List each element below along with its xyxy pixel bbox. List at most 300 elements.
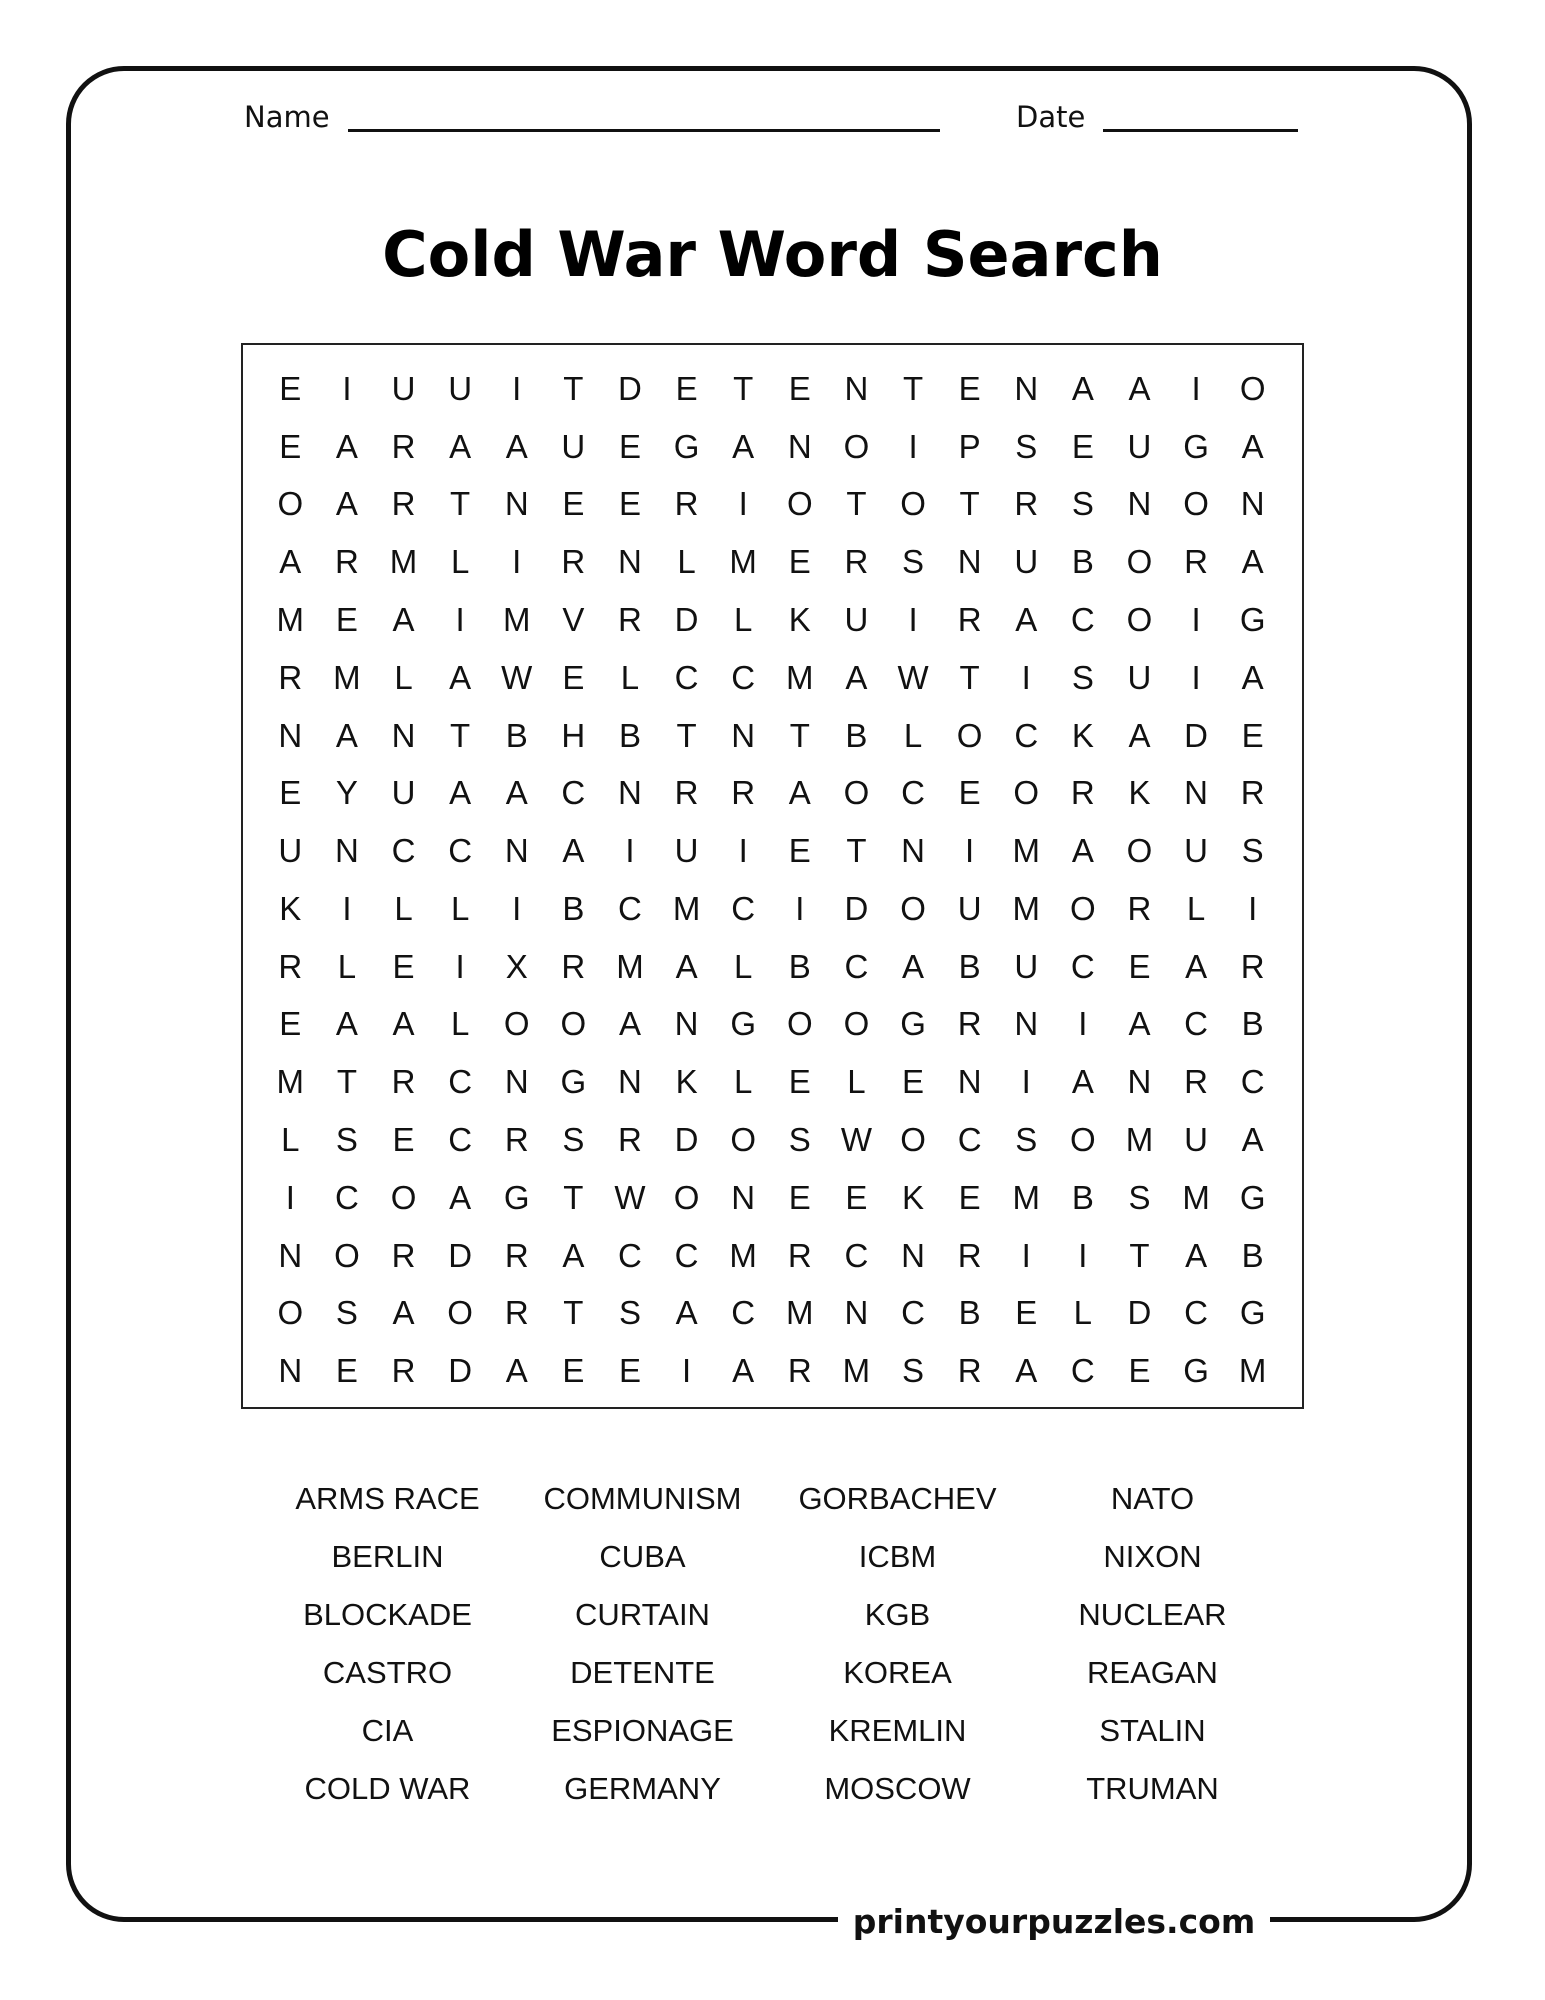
grid-letter[interactable]: O xyxy=(900,485,926,523)
grid-letter[interactable]: W xyxy=(501,658,533,696)
grid-letter[interactable]: E xyxy=(845,1178,868,1216)
grid-letter[interactable]: B xyxy=(958,947,981,985)
grid-letter[interactable]: A xyxy=(279,543,302,581)
grid-letter[interactable]: T xyxy=(336,1063,357,1101)
grid-letter[interactable]: A xyxy=(392,1005,415,1043)
grid-letter[interactable]: N xyxy=(901,832,925,870)
grid-letter[interactable]: D xyxy=(448,1352,473,1390)
grid-letter[interactable]: N xyxy=(1127,1063,1152,1101)
grid-letter[interactable]: B xyxy=(1071,1178,1094,1216)
grid-letter[interactable]: A xyxy=(1185,1236,1208,1274)
grid-letter[interactable]: C xyxy=(448,1120,473,1158)
grid-letter[interactable]: B xyxy=(845,716,868,754)
grid-letter[interactable]: I xyxy=(342,369,352,407)
grid-letter[interactable]: O xyxy=(503,1005,530,1043)
grid-letter[interactable]: A xyxy=(675,1294,698,1332)
grid-letter[interactable]: I xyxy=(625,832,635,870)
grid-letter[interactable]: N xyxy=(504,485,529,523)
grid-letter[interactable]: P xyxy=(958,427,981,465)
grid-letter[interactable]: E xyxy=(392,947,415,985)
grid-letter[interactable]: A xyxy=(675,947,698,985)
grid-letter[interactable]: R xyxy=(1240,947,1265,985)
grid-letter[interactable]: I xyxy=(908,600,918,638)
grid-letter[interactable]: R xyxy=(1127,889,1152,927)
grid-letter[interactable]: A xyxy=(1071,1063,1094,1101)
grid-letter[interactable]: I xyxy=(1078,1005,1088,1043)
grid-letter[interactable]: M xyxy=(389,543,418,581)
grid-letter[interactable]: E xyxy=(562,485,585,523)
grid-letter[interactable]: R xyxy=(957,1005,982,1043)
grid-letter[interactable]: I xyxy=(1191,600,1201,638)
grid-letter[interactable]: N xyxy=(278,1236,303,1274)
grid-letter[interactable]: A xyxy=(449,658,472,696)
grid-letter[interactable]: B xyxy=(958,1294,981,1332)
grid-letter[interactable]: L xyxy=(734,947,753,985)
grid-letter[interactable]: L xyxy=(677,543,696,581)
grid-letter[interactable]: U xyxy=(1127,427,1152,465)
grid-letter[interactable]: H xyxy=(561,716,586,754)
grid-letter[interactable]: N xyxy=(787,427,812,465)
grid-letter[interactable]: L xyxy=(450,889,470,927)
grid-letter[interactable]: O xyxy=(843,427,870,465)
grid-letter[interactable]: B xyxy=(788,947,811,985)
grid-letter[interactable]: C xyxy=(731,1294,756,1332)
grid-letter[interactable]: B xyxy=(618,716,641,754)
grid-letter[interactable]: A xyxy=(1241,427,1264,465)
grid-letter[interactable]: C xyxy=(1184,1294,1208,1332)
grid-letter[interactable]: U xyxy=(844,600,869,638)
grid-letter[interactable]: T xyxy=(789,716,810,754)
grid-letter[interactable]: T xyxy=(733,369,754,407)
grid-letter[interactable]: M xyxy=(333,658,361,696)
grid-letter[interactable]: I xyxy=(1021,1063,1031,1101)
grid-letter[interactable]: A xyxy=(449,427,472,465)
grid-letter[interactable]: M xyxy=(729,543,757,581)
grid-letter[interactable]: N xyxy=(957,1063,982,1101)
grid-letter[interactable]: E xyxy=(1128,1352,1151,1390)
grid-letter[interactable]: D xyxy=(1184,716,1208,754)
grid-letter[interactable]: B xyxy=(505,716,528,754)
grid-letter[interactable]: S xyxy=(1241,832,1264,870)
grid-letter[interactable]: O xyxy=(560,1005,587,1043)
grid-letter[interactable]: C xyxy=(618,889,642,927)
grid-letter[interactable]: R xyxy=(957,600,982,638)
grid-letter[interactable]: B xyxy=(1241,1236,1264,1274)
grid-letter[interactable]: E xyxy=(279,774,302,812)
grid-letter[interactable]: U xyxy=(278,832,303,870)
grid-letter[interactable]: R xyxy=(844,543,869,581)
grid-letter[interactable]: N xyxy=(844,369,869,407)
grid-letter[interactable]: U xyxy=(1014,543,1039,581)
grid-letter[interactable]: C xyxy=(901,774,925,812)
grid-letter[interactable]: U xyxy=(391,369,416,407)
grid-letter[interactable]: E xyxy=(902,1063,925,1101)
grid-letter[interactable]: U xyxy=(1014,947,1039,985)
grid-letter[interactable]: R xyxy=(561,543,586,581)
grid-letter[interactable]: T xyxy=(959,485,980,523)
grid-letter[interactable]: C xyxy=(901,1294,925,1332)
grid-letter[interactable]: L xyxy=(450,543,470,581)
grid-letter[interactable]: E xyxy=(335,1352,358,1390)
grid-letter[interactable]: M xyxy=(1125,1120,1154,1158)
grid-letter[interactable]: A xyxy=(732,427,755,465)
grid-letter[interactable]: I xyxy=(1248,889,1258,927)
grid-letter[interactable]: I xyxy=(455,600,465,638)
grid-letter[interactable]: O xyxy=(390,1178,417,1216)
grid-letter[interactable]: G xyxy=(900,1005,926,1043)
grid-letter[interactable]: M xyxy=(672,889,701,927)
grid-letter[interactable]: N xyxy=(731,1178,756,1216)
grid-letter[interactable]: Y xyxy=(335,774,358,812)
grid-letter[interactable]: N xyxy=(504,1063,529,1101)
grid-letter[interactable]: M xyxy=(1012,889,1040,927)
grid-letter[interactable]: O xyxy=(277,1294,304,1332)
grid-letter[interactable]: O xyxy=(843,774,870,812)
grid-letter[interactable]: T xyxy=(450,485,471,523)
grid-letter[interactable]: U xyxy=(448,369,473,407)
grid-letter[interactable]: R xyxy=(1014,485,1039,523)
grid-letter[interactable]: E xyxy=(618,427,641,465)
grid-letter[interactable]: B xyxy=(1241,1005,1264,1043)
grid-letter[interactable]: M xyxy=(786,658,814,696)
grid-letter[interactable]: L xyxy=(1186,889,1206,927)
grid-letter[interactable]: I xyxy=(795,889,805,927)
grid-letter[interactable]: I xyxy=(512,889,522,927)
grid-letter[interactable]: U xyxy=(1127,658,1152,696)
grid-letter[interactable]: G xyxy=(673,427,700,465)
grid-letter[interactable]: L xyxy=(281,1120,300,1158)
grid-letter[interactable]: D xyxy=(844,889,869,927)
grid-letter[interactable]: A xyxy=(505,774,528,812)
grid-letter[interactable]: A xyxy=(1241,1120,1264,1158)
grid-letter[interactable]: O xyxy=(1126,832,1153,870)
grid-letter[interactable]: T xyxy=(902,369,924,407)
grid-letter[interactable]: S xyxy=(1015,427,1038,465)
grid-letter[interactable]: A xyxy=(505,1352,528,1390)
grid-letter[interactable]: E xyxy=(1128,947,1151,985)
grid-letter[interactable]: R xyxy=(391,427,416,465)
grid-letter[interactable]: R xyxy=(278,658,303,696)
grid-letter[interactable]: N xyxy=(844,1294,869,1332)
grid-letter[interactable]: C xyxy=(731,658,756,696)
grid-letter[interactable]: W xyxy=(840,1120,872,1158)
grid-letter[interactable]: X xyxy=(505,947,528,985)
grid-letter[interactable]: K xyxy=(1128,774,1151,812)
grid-letter[interactable]: C xyxy=(1184,1005,1208,1043)
grid-letter[interactable]: S xyxy=(618,1294,641,1332)
grid-letter[interactable]: A xyxy=(392,600,415,638)
grid-letter[interactable]: I xyxy=(965,832,975,870)
grid-letter[interactable]: E xyxy=(958,774,981,812)
grid-letter[interactable]: G xyxy=(560,1063,587,1101)
grid-letter[interactable]: S xyxy=(1071,485,1094,523)
grid-letter[interactable]: A xyxy=(1071,832,1094,870)
grid-letter[interactable]: G xyxy=(730,1005,757,1043)
grid-letter[interactable]: O xyxy=(1070,889,1096,927)
grid-letter[interactable]: I xyxy=(1021,658,1031,696)
grid-letter[interactable]: R xyxy=(1184,1063,1208,1101)
grid-letter[interactable]: C xyxy=(731,889,756,927)
grid-letter[interactable]: O xyxy=(900,889,926,927)
grid-letter[interactable]: R xyxy=(618,600,642,638)
grid-letter[interactable]: C xyxy=(448,1063,473,1101)
grid-letter[interactable]: R xyxy=(957,1352,982,1390)
grid-letter[interactable]: N xyxy=(731,716,756,754)
grid-letter[interactable]: N xyxy=(1184,774,1208,812)
grid-letter[interactable]: U xyxy=(1184,832,1208,870)
grid-letter[interactable]: N xyxy=(901,1236,925,1274)
grid-letter[interactable]: M xyxy=(786,1294,814,1332)
grid-letter[interactable]: E xyxy=(788,832,811,870)
grid-letter[interactable]: R xyxy=(504,1120,529,1158)
grid-letter[interactable]: A xyxy=(1185,947,1208,985)
grid-letter[interactable]: K xyxy=(675,1063,698,1101)
grid-letter[interactable]: W xyxy=(897,658,929,696)
grid-letter[interactable]: L xyxy=(903,716,923,754)
grid-letter[interactable]: R xyxy=(504,1236,529,1274)
grid-letter[interactable]: I xyxy=(1021,1236,1031,1274)
grid-letter[interactable]: U xyxy=(391,774,416,812)
grid-letter[interactable]: C xyxy=(448,832,473,870)
grid-letter[interactable]: I xyxy=(1191,658,1201,696)
grid-letter[interactable]: A xyxy=(562,832,585,870)
grid-letter[interactable]: A xyxy=(562,1236,585,1274)
grid-letter[interactable]: N xyxy=(1127,485,1152,523)
grid-letter[interactable]: L xyxy=(450,1005,470,1043)
grid-letter[interactable]: E xyxy=(958,1178,981,1216)
grid-letter[interactable]: S xyxy=(335,1294,358,1332)
grid-letter[interactable]: R xyxy=(674,774,699,812)
grid-letter[interactable]: R xyxy=(957,1236,982,1274)
grid-letter[interactable]: R xyxy=(674,485,699,523)
grid-letter[interactable]: E xyxy=(279,1005,302,1043)
grid-letter[interactable]: O xyxy=(334,1236,360,1274)
grid-letter[interactable]: I xyxy=(738,485,748,523)
grid-letter[interactable]: A xyxy=(335,485,358,523)
grid-letter[interactable]: A xyxy=(335,1005,358,1043)
grid-letter[interactable]: E xyxy=(279,369,302,407)
grid-letter[interactable]: O xyxy=(673,1178,700,1216)
grid-letter[interactable]: I xyxy=(512,543,522,581)
grid-letter[interactable]: L xyxy=(847,1063,866,1101)
grid-letter[interactable]: D xyxy=(1127,1294,1152,1332)
grid-letter[interactable]: I xyxy=(681,1352,692,1390)
grid-letter[interactable]: N xyxy=(1240,485,1265,523)
grid-letter[interactable]: C xyxy=(674,658,699,696)
grid-letter[interactable]: I xyxy=(738,832,748,870)
grid-letter[interactable]: I xyxy=(285,1178,295,1216)
grid-letter[interactable]: O xyxy=(1239,369,1266,407)
grid-letter[interactable]: C xyxy=(1070,947,1095,985)
grid-letter[interactable]: C xyxy=(1070,1352,1095,1390)
grid-letter[interactable]: O xyxy=(900,1120,926,1158)
grid-letter[interactable]: E xyxy=(788,1178,811,1216)
grid-letter[interactable]: T xyxy=(450,716,471,754)
grid-letter[interactable]: E xyxy=(392,1120,415,1158)
grid-letter[interactable]: M xyxy=(1012,1178,1040,1216)
grid-letter[interactable]: A xyxy=(1241,543,1264,581)
grid-letter[interactable]: I xyxy=(512,369,522,407)
grid-letter[interactable]: O xyxy=(1070,1120,1096,1158)
grid-letter[interactable]: R xyxy=(334,543,359,581)
grid-letter[interactable]: L xyxy=(734,600,753,638)
grid-letter[interactable]: C xyxy=(391,832,416,870)
grid-letter[interactable]: S xyxy=(902,543,925,581)
grid-letter[interactable]: O xyxy=(730,1120,757,1158)
grid-letter[interactable]: R xyxy=(1070,774,1095,812)
grid-letter[interactable]: A xyxy=(732,1352,755,1390)
grid-letter[interactable]: E xyxy=(562,1352,585,1390)
grid-letter[interactable]: N xyxy=(391,716,416,754)
grid-letter[interactable]: N xyxy=(1014,1005,1039,1043)
grid-letter[interactable]: I xyxy=(1191,369,1201,407)
grid-letter[interactable]: S xyxy=(788,1120,811,1158)
grid-letter[interactable]: M xyxy=(729,1236,757,1274)
grid-letter[interactable]: K xyxy=(902,1178,925,1216)
grid-letter[interactable]: R xyxy=(1240,774,1265,812)
grid-letter[interactable]: A xyxy=(335,427,358,465)
grid-letter[interactable]: S xyxy=(335,1120,358,1158)
grid-letter[interactable]: G xyxy=(1183,427,1209,465)
grid-letter[interactable]: U xyxy=(957,889,982,927)
grid-letter[interactable]: E xyxy=(675,369,698,407)
grid-letter[interactable]: M xyxy=(276,1063,305,1101)
grid-letter[interactable]: M xyxy=(1238,1352,1267,1390)
grid-letter[interactable]: R xyxy=(504,1294,529,1332)
grid-letter[interactable]: A xyxy=(505,427,528,465)
grid-letter[interactable]: C xyxy=(1240,1063,1265,1101)
grid-letter[interactable]: R xyxy=(731,774,756,812)
grid-letter[interactable]: M xyxy=(1012,832,1040,870)
grid-letter[interactable]: E xyxy=(788,369,811,407)
grid-letter[interactable]: N xyxy=(618,774,642,812)
grid-letter[interactable]: E xyxy=(618,485,641,523)
grid-letter[interactable]: A xyxy=(335,716,358,754)
grid-letter[interactable]: R xyxy=(1184,543,1208,581)
grid-letter[interactable]: M xyxy=(842,1352,871,1390)
grid-letter[interactable]: R xyxy=(391,1352,416,1390)
grid-letter[interactable]: K xyxy=(1071,716,1094,754)
grid-letter[interactable]: N xyxy=(278,1352,303,1390)
grid-letter[interactable]: L xyxy=(337,947,357,985)
grid-letter[interactable]: V xyxy=(562,600,585,638)
grid-letter[interactable]: A xyxy=(845,658,868,696)
grid-letter[interactable]: S xyxy=(1128,1178,1151,1216)
grid-letter[interactable]: U xyxy=(561,427,586,465)
grid-letter[interactable]: T xyxy=(563,1178,584,1216)
grid-letter[interactable]: O xyxy=(447,1294,473,1332)
grid-letter[interactable]: L xyxy=(620,658,640,696)
grid-letter[interactable]: N xyxy=(504,832,529,870)
grid-letter[interactable]: A xyxy=(1071,369,1094,407)
grid-letter[interactable]: L xyxy=(734,1063,753,1101)
grid-letter[interactable]: O xyxy=(1126,543,1153,581)
grid-letter[interactable]: A xyxy=(449,1178,472,1216)
grid-letter[interactable]: M xyxy=(502,600,531,638)
grid-letter[interactable]: D xyxy=(618,369,642,407)
grid-letter[interactable]: B xyxy=(1071,543,1094,581)
grid-letter[interactable]: A xyxy=(902,947,925,985)
grid-letter[interactable]: N xyxy=(618,1063,642,1101)
grid-letter[interactable]: O xyxy=(1013,774,1040,812)
grid-letter[interactable]: T xyxy=(1129,1236,1150,1274)
grid-letter[interactable]: R xyxy=(787,1236,812,1274)
grid-letter[interactable]: E xyxy=(1015,1294,1038,1332)
grid-letter[interactable]: K xyxy=(788,600,811,638)
grid-letter[interactable]: L xyxy=(1073,1294,1093,1332)
grid-letter[interactable]: C xyxy=(1014,716,1039,754)
grid-letter[interactable]: N xyxy=(618,543,642,581)
grid-letter[interactable]: E xyxy=(788,1063,811,1101)
grid-letter[interactable]: I xyxy=(455,947,465,985)
grid-letter[interactable]: E xyxy=(1241,716,1264,754)
grid-letter[interactable]: M xyxy=(276,600,305,638)
grid-letter[interactable]: K xyxy=(279,889,302,927)
grid-letter[interactable]: T xyxy=(563,1294,584,1332)
grid-letter[interactable]: S xyxy=(562,1120,585,1158)
grid-letter[interactable]: T xyxy=(563,369,584,407)
grid-letter[interactable]: C xyxy=(674,1236,699,1274)
grid-letter[interactable]: C xyxy=(844,947,869,985)
grid-letter[interactable]: G xyxy=(1239,600,1266,638)
grid-letter[interactable]: G xyxy=(503,1178,530,1216)
grid-letter[interactable]: A xyxy=(392,1294,415,1332)
grid-letter[interactable]: E xyxy=(1071,427,1094,465)
grid-letter[interactable]: O xyxy=(277,485,304,523)
grid-letter[interactable]: A xyxy=(1128,1005,1151,1043)
grid-letter[interactable]: D xyxy=(674,1120,699,1158)
grid-letter[interactable]: O xyxy=(956,716,983,754)
grid-letter[interactable]: I xyxy=(342,889,352,927)
grid-letter[interactable]: D xyxy=(674,600,699,638)
grid-letter[interactable]: O xyxy=(1126,600,1153,638)
grid-letter[interactable]: A xyxy=(618,1005,641,1043)
grid-letter[interactable]: N xyxy=(957,543,982,581)
grid-letter[interactable]: A xyxy=(449,774,472,812)
date-line[interactable] xyxy=(1103,129,1298,132)
grid-letter[interactable]: U xyxy=(1184,1120,1208,1158)
grid-letter[interactable]: C xyxy=(844,1236,869,1274)
grid-letter[interactable]: A xyxy=(1241,658,1264,696)
grid-letter[interactable]: S xyxy=(1071,658,1094,696)
grid-letter[interactable]: A xyxy=(1015,600,1038,638)
grid-letter[interactable]: S xyxy=(902,1352,925,1390)
grid-letter[interactable]: O xyxy=(843,1005,870,1043)
grid-letter[interactable]: C xyxy=(618,1236,642,1274)
grid-letter[interactable]: L xyxy=(394,658,413,696)
grid-letter[interactable]: T xyxy=(676,716,697,754)
grid-letter[interactable]: O xyxy=(1183,485,1209,523)
grid-letter[interactable]: R xyxy=(391,485,416,523)
grid-letter[interactable]: T xyxy=(846,485,867,523)
grid-letter[interactable]: C xyxy=(1070,600,1095,638)
grid-letter[interactable]: I xyxy=(1078,1236,1088,1274)
grid-letter[interactable]: R xyxy=(391,1063,416,1101)
grid-letter[interactable]: E xyxy=(788,543,811,581)
grid-letter[interactable]: M xyxy=(1182,1178,1210,1216)
grid-letter[interactable]: S xyxy=(1015,1120,1038,1158)
grid-letter[interactable]: N xyxy=(278,716,303,754)
grid-letter[interactable]: E xyxy=(335,600,358,638)
grid-letter[interactable]: R xyxy=(618,1120,642,1158)
grid-letter[interactable]: O xyxy=(786,1005,813,1043)
grid-letter[interactable]: G xyxy=(1183,1352,1209,1390)
name-line[interactable] xyxy=(348,129,940,132)
grid-letter[interactable]: B xyxy=(562,889,585,927)
grid-letter[interactable]: E xyxy=(279,427,302,465)
grid-letter[interactable]: A xyxy=(1128,369,1151,407)
grid-letter[interactable]: R xyxy=(787,1352,812,1390)
